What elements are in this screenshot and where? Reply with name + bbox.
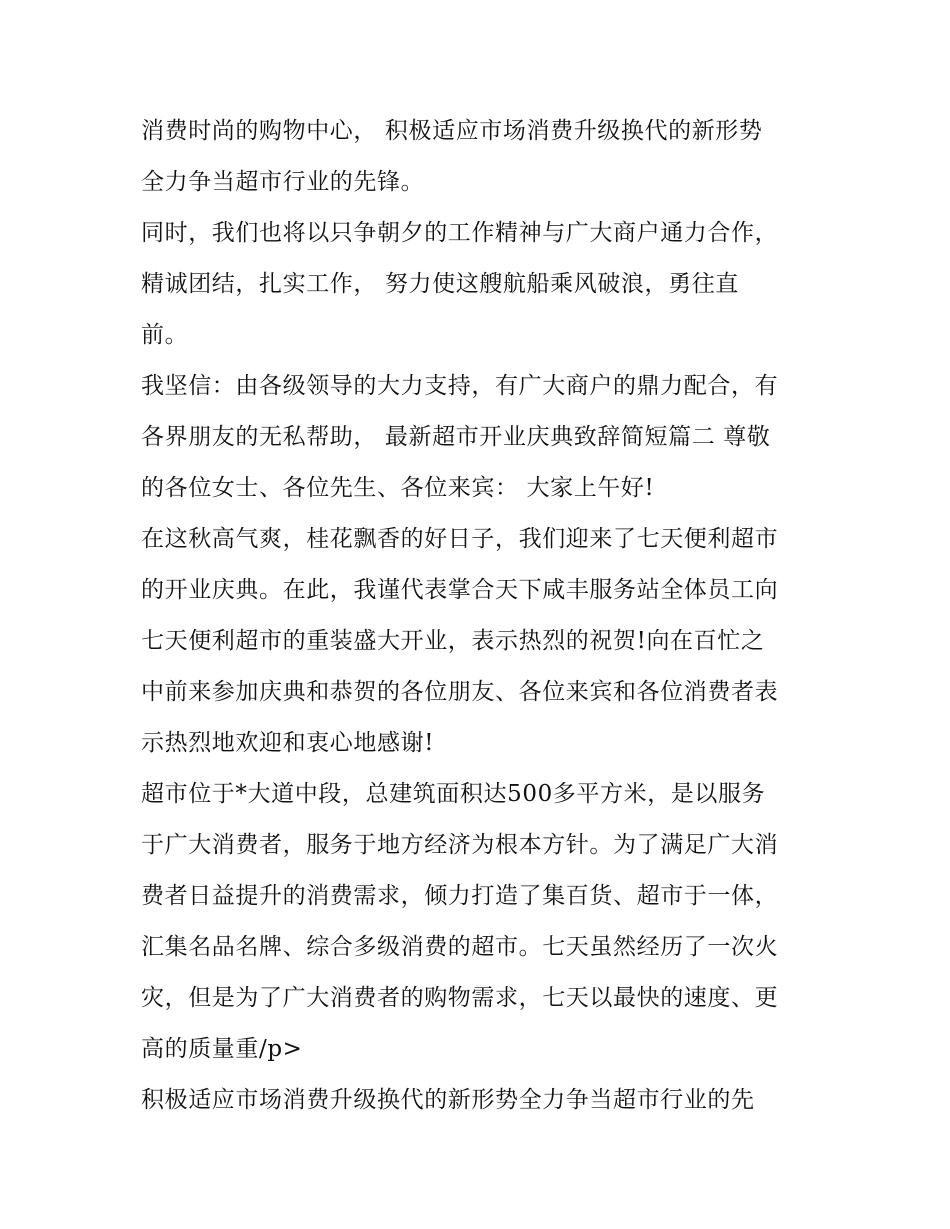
text-line: 示热烈地欢迎和衷心地感谢! xyxy=(141,730,435,756)
text-line: 我坚信：由各级领导的大力支持，有广大商户的鼎力配合，有 xyxy=(141,373,779,399)
text-line: 在这秋高气爽，桂花飘香的好日子，我们迎来了七天便利超市 xyxy=(141,526,779,552)
text-line: 消费时尚的购物中心， 积极适应市场消费升级换代的新形势 xyxy=(141,118,763,144)
body-text xyxy=(141,109,831,1129)
text-line: 全力争当超市行业的先锋。 xyxy=(141,169,425,195)
text-line: 灾，但是为了广大消费者的购物需求，七天以最快的速度、更 xyxy=(141,985,779,1011)
text-line: 中前来参加庆典和恭贺的各位朋友、各位来宾和各位消费者表 xyxy=(141,679,779,705)
text-line: 七天便利超市的重装盛大开业，表示热烈的祝贺!向在百忙之 xyxy=(141,628,765,654)
text-line: 同时，我们也将以只争朝夕的工作精神与广大商户通力合作， xyxy=(141,220,779,246)
text-line: 精诚团结，扎实工作， 努力使这艘航船乘风破浪，勇往直 xyxy=(141,271,739,297)
text-line: 的开业庆典。在此，我谨代表掌合天下咸丰服务站全体员工向 xyxy=(141,577,779,603)
text-line: 汇集名品名牌、综合多级消费的超市。七天虽然经历了一次火 xyxy=(141,934,779,960)
text-line: 于广大消费者，服务于地方经济为根本方针。为了满足广大消 xyxy=(141,832,779,858)
text-line: 各界朋友的无私帮助， 最新超市开业庆典致辞简短篇二 尊敬 xyxy=(141,424,771,450)
text-line: 前。 xyxy=(141,322,189,348)
text-line: 积极适应市场消费升级换代的新形势全力争当超市行业的先 xyxy=(141,1087,755,1113)
text-line: 的各位女士、各位先生、各位来宾： 大家上午好! xyxy=(141,475,655,501)
text-line: 费者日益提升的消费需求，倾力打造了集百货、超市于一体， xyxy=(141,883,779,909)
text-line: 高的质量重/p> xyxy=(141,1036,303,1062)
text-line: 超市位于*大道中段，总建筑面积达500多平方米，是以服务 xyxy=(141,781,766,807)
